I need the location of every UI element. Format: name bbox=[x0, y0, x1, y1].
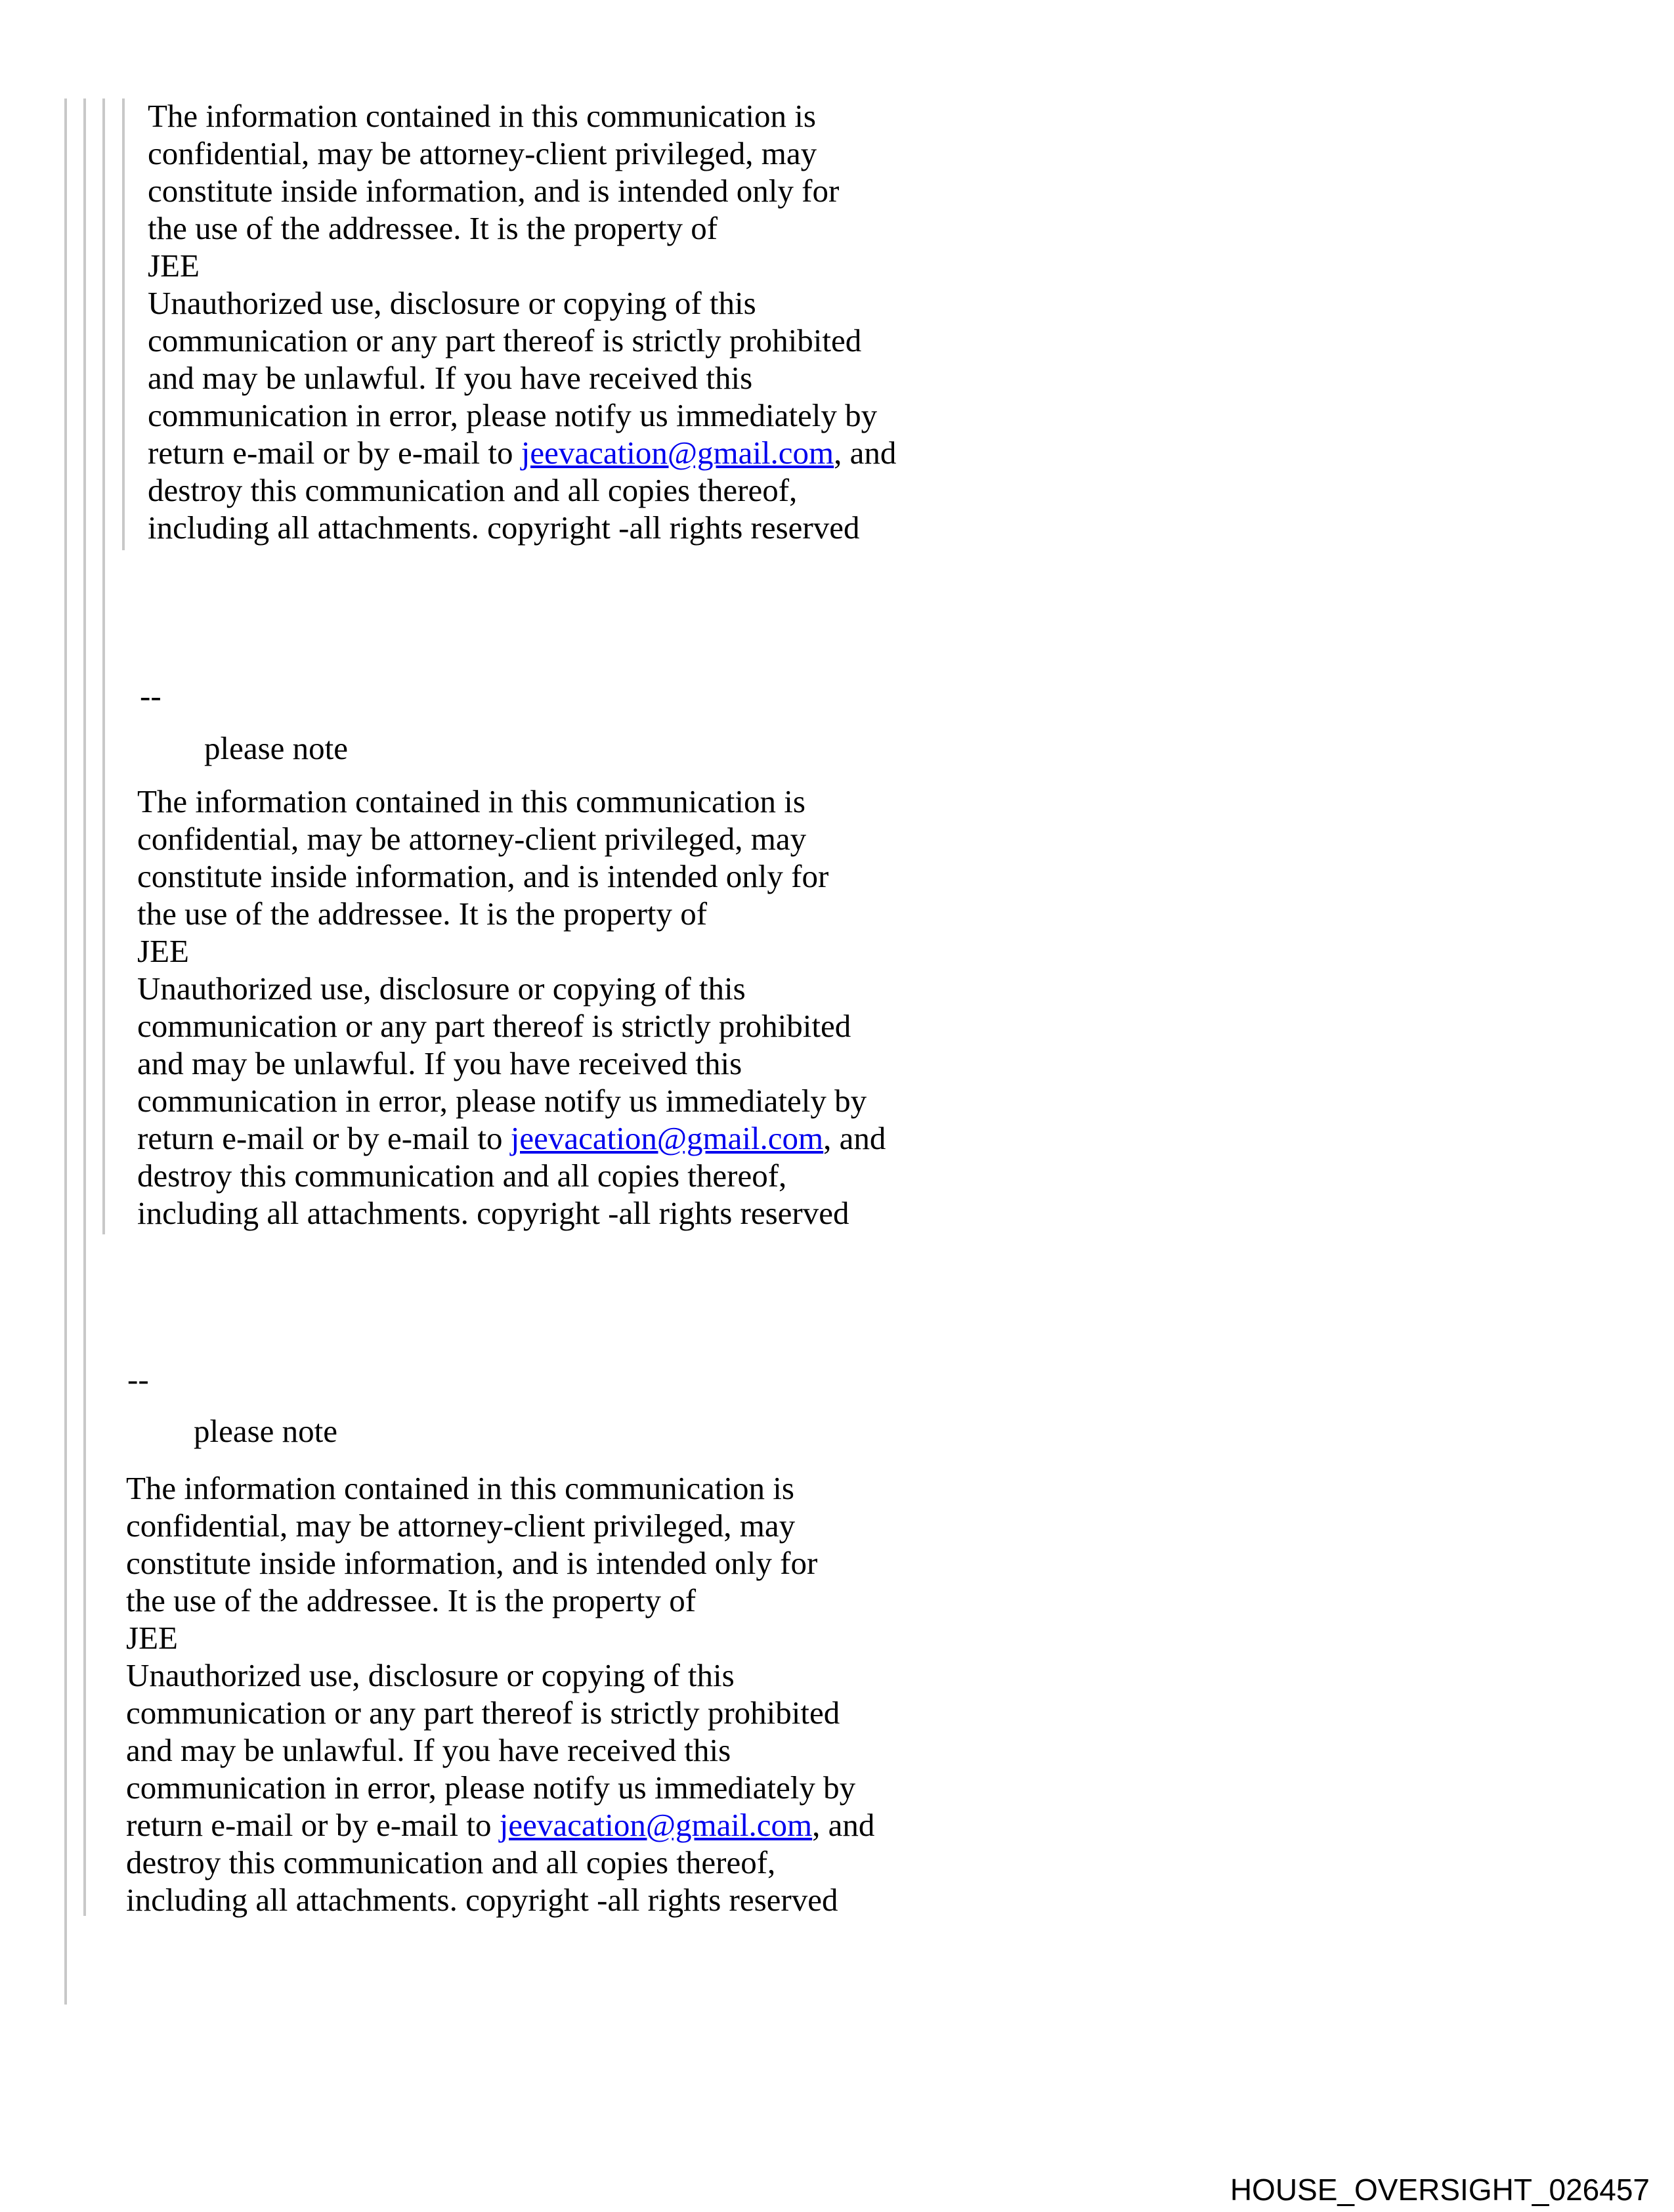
email-link[interactable]: jeevacation@gmail.com bbox=[510, 1120, 824, 1156]
disclaimer-line: including all attachments. copyright -all rights reserved bbox=[126, 1882, 838, 1918]
disclaimer-line: constitute inside information, and is intended only for bbox=[126, 1545, 818, 1581]
disclaimer-line: Unauthorized use, disclosure or copying of this bbox=[137, 970, 746, 1007]
disclaimer-line: The information contained in this communication is bbox=[126, 1470, 794, 1506]
link-line-pre: return e-mail or by e-mail to bbox=[137, 1120, 511, 1156]
disclaimer-line: communication or any part thereof is strictly prohibited bbox=[137, 1008, 851, 1044]
disclaimer-line: destroy this communication and all copies thereof, bbox=[126, 1844, 776, 1880]
disclaimer-link-line bbox=[148, 434, 896, 471]
disclaimer-line: The information contained in this communication is bbox=[148, 98, 816, 134]
signature-separator-dashes: -- bbox=[127, 1361, 149, 1397]
disclaimer-line: communication in error, please notify us immediately by bbox=[126, 1769, 856, 1806]
disclaimer-block-2 bbox=[137, 783, 886, 1232]
disclaimer-line: communication in error, please notify us immediately by bbox=[137, 1083, 867, 1119]
please-note-label: please note bbox=[204, 730, 349, 766]
disclaimer-line: confidential, may be attorney-client privileged, may bbox=[148, 135, 817, 171]
email-link[interactable]: jeevacation@gmail.com bbox=[499, 1807, 813, 1843]
quote-bar-level-2 bbox=[83, 98, 86, 1916]
disclaimer-line: constitute inside information, and is intended only for bbox=[137, 858, 829, 894]
disclaimer-line: and may be unlawful. If you have received this bbox=[126, 1732, 731, 1768]
link-line-pre: return e-mail or by e-mail to bbox=[126, 1807, 500, 1843]
disclaimer-line: communication in error, please notify us immediately by bbox=[148, 397, 878, 433]
disclaimer-line: Unauthorized use, disclosure or copying of this bbox=[126, 1657, 735, 1693]
disclaimer-line: the use of the addressee. It is the property of bbox=[126, 1582, 697, 1618]
disclaimer-line: JEE bbox=[148, 248, 200, 284]
disclaimer-line: communication or any part thereof is strictly prohibited bbox=[126, 1695, 840, 1731]
disclaimer-block-1 bbox=[148, 97, 896, 546]
disclaimer-line: confidential, may be attorney-client privileged, may bbox=[126, 1507, 796, 1544]
disclaimer-line: including all attachments. copyright -all rights reserved bbox=[137, 1195, 849, 1231]
disclaimer-line: the use of the addressee. It is the property of bbox=[148, 210, 718, 246]
disclaimer-line: confidential, may be attorney-client privileged, may bbox=[137, 821, 807, 857]
disclaimer-line: Unauthorized use, disclosure or copying of this bbox=[148, 285, 756, 321]
disclaimer-line: communication or any part thereof is strictly prohibited bbox=[148, 322, 862, 358]
disclaimer-line: constitute inside information, and is intended only for bbox=[148, 173, 840, 209]
quote-bar-level-3 bbox=[102, 98, 105, 1234]
disclaimer-block-3 bbox=[126, 1469, 874, 1919]
disclaimer-line: including all attachments. copyright -all rights reserved bbox=[148, 510, 860, 546]
quote-bar-level-1 bbox=[64, 98, 67, 2005]
disclaimer-line: JEE bbox=[137, 933, 189, 969]
link-line-post: , and bbox=[834, 435, 897, 471]
bates-number: HOUSE_OVERSIGHT_026457 bbox=[1230, 2173, 1650, 2207]
signature-separator-dashes: -- bbox=[140, 678, 161, 714]
please-note-label: please note bbox=[194, 1413, 338, 1449]
disclaimer-line: JEE bbox=[126, 1620, 178, 1656]
link-line-post: , and bbox=[823, 1120, 886, 1156]
disclaimer-link-line bbox=[137, 1119, 886, 1157]
disclaimer-line: destroy this communication and all copies thereof, bbox=[148, 472, 798, 508]
disclaimer-line: and may be unlawful. If you have received this bbox=[148, 360, 753, 396]
link-line-post: , and bbox=[812, 1807, 875, 1843]
disclaimer-line: the use of the addressee. It is the property of bbox=[137, 896, 708, 932]
disclaimer-line: and may be unlawful. If you have received this bbox=[137, 1045, 742, 1081]
email-link[interactable]: jeevacation@gmail.com bbox=[521, 435, 834, 471]
disclaimer-line: destroy this communication and all copies thereof, bbox=[137, 1158, 787, 1194]
disclaimer-line: The information contained in this communication is bbox=[137, 783, 805, 819]
quote-bar-level-4 bbox=[122, 98, 125, 550]
link-line-pre: return e-mail or by e-mail to bbox=[148, 435, 521, 471]
disclaimer-link-line bbox=[126, 1806, 874, 1844]
